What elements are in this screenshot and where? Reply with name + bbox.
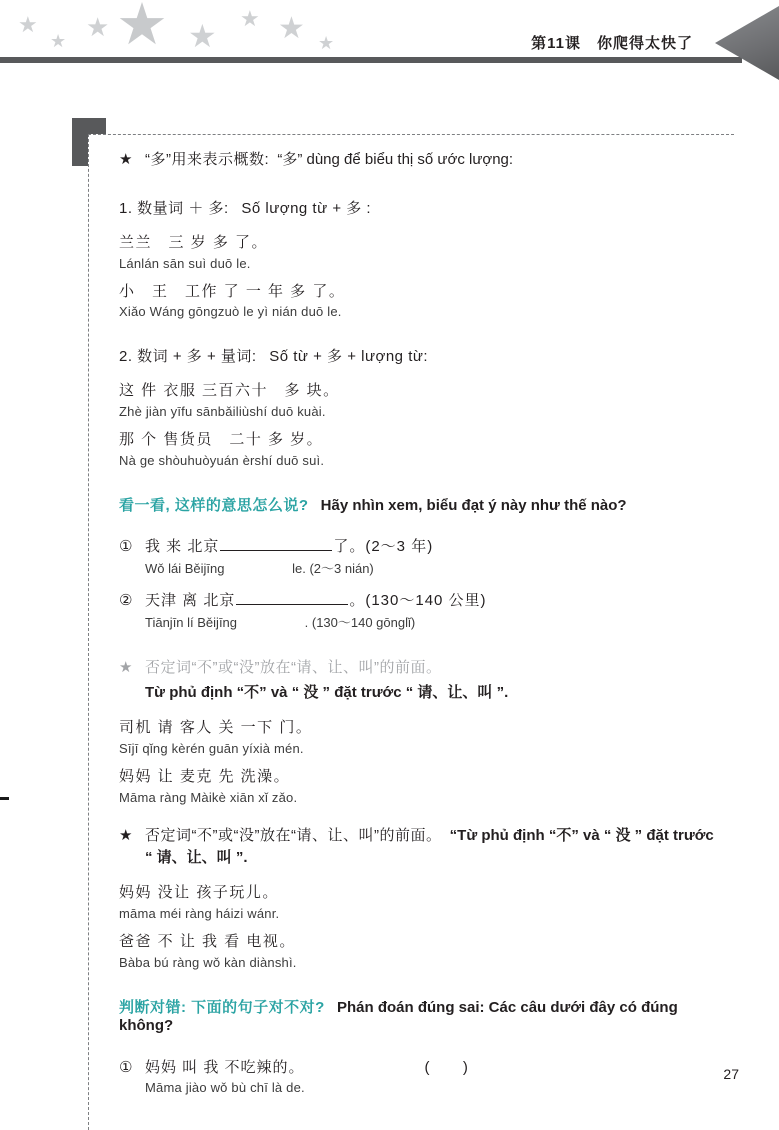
point-vi: Số từ + 多 + lượng từ:: [269, 348, 429, 366]
blank-py-post: le. (2～3 nián): [292, 560, 374, 576]
star-icon: ★: [188, 18, 217, 54]
grammar-point-1: [119, 197, 716, 218]
blank-py-post: . (130～140 gōnglǐ): [304, 614, 416, 630]
example-sentence: [119, 431, 716, 468]
grammar-point-2: [119, 345, 716, 366]
example-hanzi: 妈妈 让 麦克 先 洗澡。: [119, 768, 291, 785]
star-icon: ★: [50, 31, 67, 51]
example-hanzi: 爸爸 不 让 我 看 电视。: [119, 933, 296, 950]
star-icon: ★: [318, 33, 335, 53]
example-pinyin: Bàba bú ràng wǒ kàn diànshì.: [119, 954, 297, 970]
item-number: ②: [119, 591, 134, 609]
rule-cn: 否定词“不”或“没”放在“请、让、叫”的前面。: [145, 658, 442, 676]
example-hanzi: 这 件 衣服 三百六十 多 块。: [119, 382, 340, 400]
judge-cn: 妈妈 叫 我 不吃辣的。: [145, 1058, 305, 1076]
example-pinyin: Nà ge shòuhuòyuán èrshí duō suì.: [119, 452, 325, 468]
rule-vi: “Từ phủ định “不” và “ 没 ” đặt trước “ 请、让、叫 ”.: [145, 826, 714, 866]
activity-header-look: [119, 494, 716, 515]
star-icon: ★: [18, 12, 38, 37]
margin-tick: [0, 797, 9, 800]
activity-vi: Phán đoán đúng sai: Các câu dưới đây có đúng không?: [119, 998, 678, 1034]
answer-blank: [220, 536, 332, 551]
example-pinyin: Xiǎo Wáng gōngzuò le yì nián duō le.: [119, 304, 342, 320]
activity-header-judge: [119, 996, 716, 1034]
example-pinyin: Sījī qǐng kèrén guān yíxià mén.: [119, 741, 304, 756]
star-icon: ★: [278, 12, 305, 45]
corner-triangle-icon: [715, 6, 779, 80]
example-hanzi: 那 个 售货员 二十 多 岁。: [119, 431, 324, 448]
fill-blank-exercise: [119, 589, 716, 631]
example-hanzi: 妈妈 没让 孩子玩儿。: [119, 884, 279, 902]
example-pinyin: Zhè jiàn yīfu sānbǎiliùshí duō kuài.: [119, 404, 326, 419]
activity-cn: 判断对错: 下面的句子对不对?: [119, 998, 325, 1016]
blank-cn-pre: 天津 离 北京: [145, 591, 236, 609]
page-header: [0, 0, 779, 80]
rule-cn: 否定词“不”或“没”放在“请、让、叫”的前面。: [145, 826, 442, 844]
star-bullet-icon: ★: [119, 658, 133, 676]
example-sentence: [119, 884, 716, 921]
blank-cn-post: 。(130～140 公里): [349, 591, 487, 609]
rule-vi: Từ phủ định “不” và “ 没 ” đặt trước “ 请、让、叫 ”.: [145, 683, 509, 701]
example-hanzi: 兰兰 三 岁 多 了。: [119, 233, 269, 251]
blank-py-pre: Wǒ lái Běijīng: [145, 560, 225, 576]
example-sentence: [119, 382, 716, 419]
example-pinyin: Lánlán sān suì duō le.: [119, 255, 251, 271]
item-number: ①: [119, 537, 134, 555]
example-sentence: [119, 234, 716, 271]
star-bullet-icon: ★: [119, 151, 133, 168]
header-divider: [0, 57, 742, 63]
example-pinyin: māma méi ràng háizi wánr.: [119, 906, 280, 921]
example-sentence: [119, 283, 716, 320]
blank-cn-post: 了。(2～3 年): [333, 537, 434, 555]
grammar-rule-negation-2: [119, 825, 716, 869]
star-bullet-icon: ★: [119, 826, 133, 844]
example-hanzi: 司机 请 客人 关 一下 门。: [119, 719, 313, 737]
judge-exercise: [119, 1056, 716, 1095]
point-vi: Số lượng từ + 多 :: [241, 199, 372, 217]
grammar-rule-duo: [119, 149, 716, 171]
star-icon: ★: [86, 12, 110, 42]
activity-vi: Hãy nhìn xem, biểu đạt ý này như thế nào?: [320, 496, 627, 514]
point-label: 1. 数量词 ＋ 多:: [119, 199, 229, 217]
fill-blank-exercise: [119, 535, 716, 577]
star-icon: ★: [240, 6, 260, 31]
answer-bracket: ( ): [424, 1058, 468, 1076]
point-label: 2. 数词 + 多 + 量词:: [119, 348, 257, 366]
example-sentence: [119, 933, 716, 970]
example-sentence: [119, 768, 716, 805]
judge-pinyin: Māma jiào wǒ bù chī là de.: [145, 1079, 305, 1095]
lesson-title: 第11课 你爬得太快了: [531, 35, 693, 52]
rule-vi: “多” dùng để biểu thị số ước lượng:: [277, 151, 514, 168]
activity-cn: 看一看, 这样的意思怎么说?: [119, 496, 309, 514]
answer-blank: [236, 590, 348, 605]
blank-cn-pre: 我 来 北京: [145, 537, 220, 555]
example-pinyin: Māma ràng Màikè xiān xǐ zǎo.: [119, 789, 298, 805]
lesson-content-box: [88, 134, 734, 1130]
page-number: 27: [723, 1066, 739, 1082]
example-sentence: [119, 719, 716, 756]
blank-py-pre: Tiānjīn lí Běijīng: [145, 614, 238, 630]
item-number: ①: [119, 1058, 134, 1076]
grammar-rule-negation: [119, 657, 716, 704]
star-icon: ★: [116, 0, 168, 57]
example-hanzi: 小 王 工作 了 一 年 多 了。: [119, 282, 346, 300]
rule-cn: “多”用来表示概数:: [145, 151, 270, 168]
